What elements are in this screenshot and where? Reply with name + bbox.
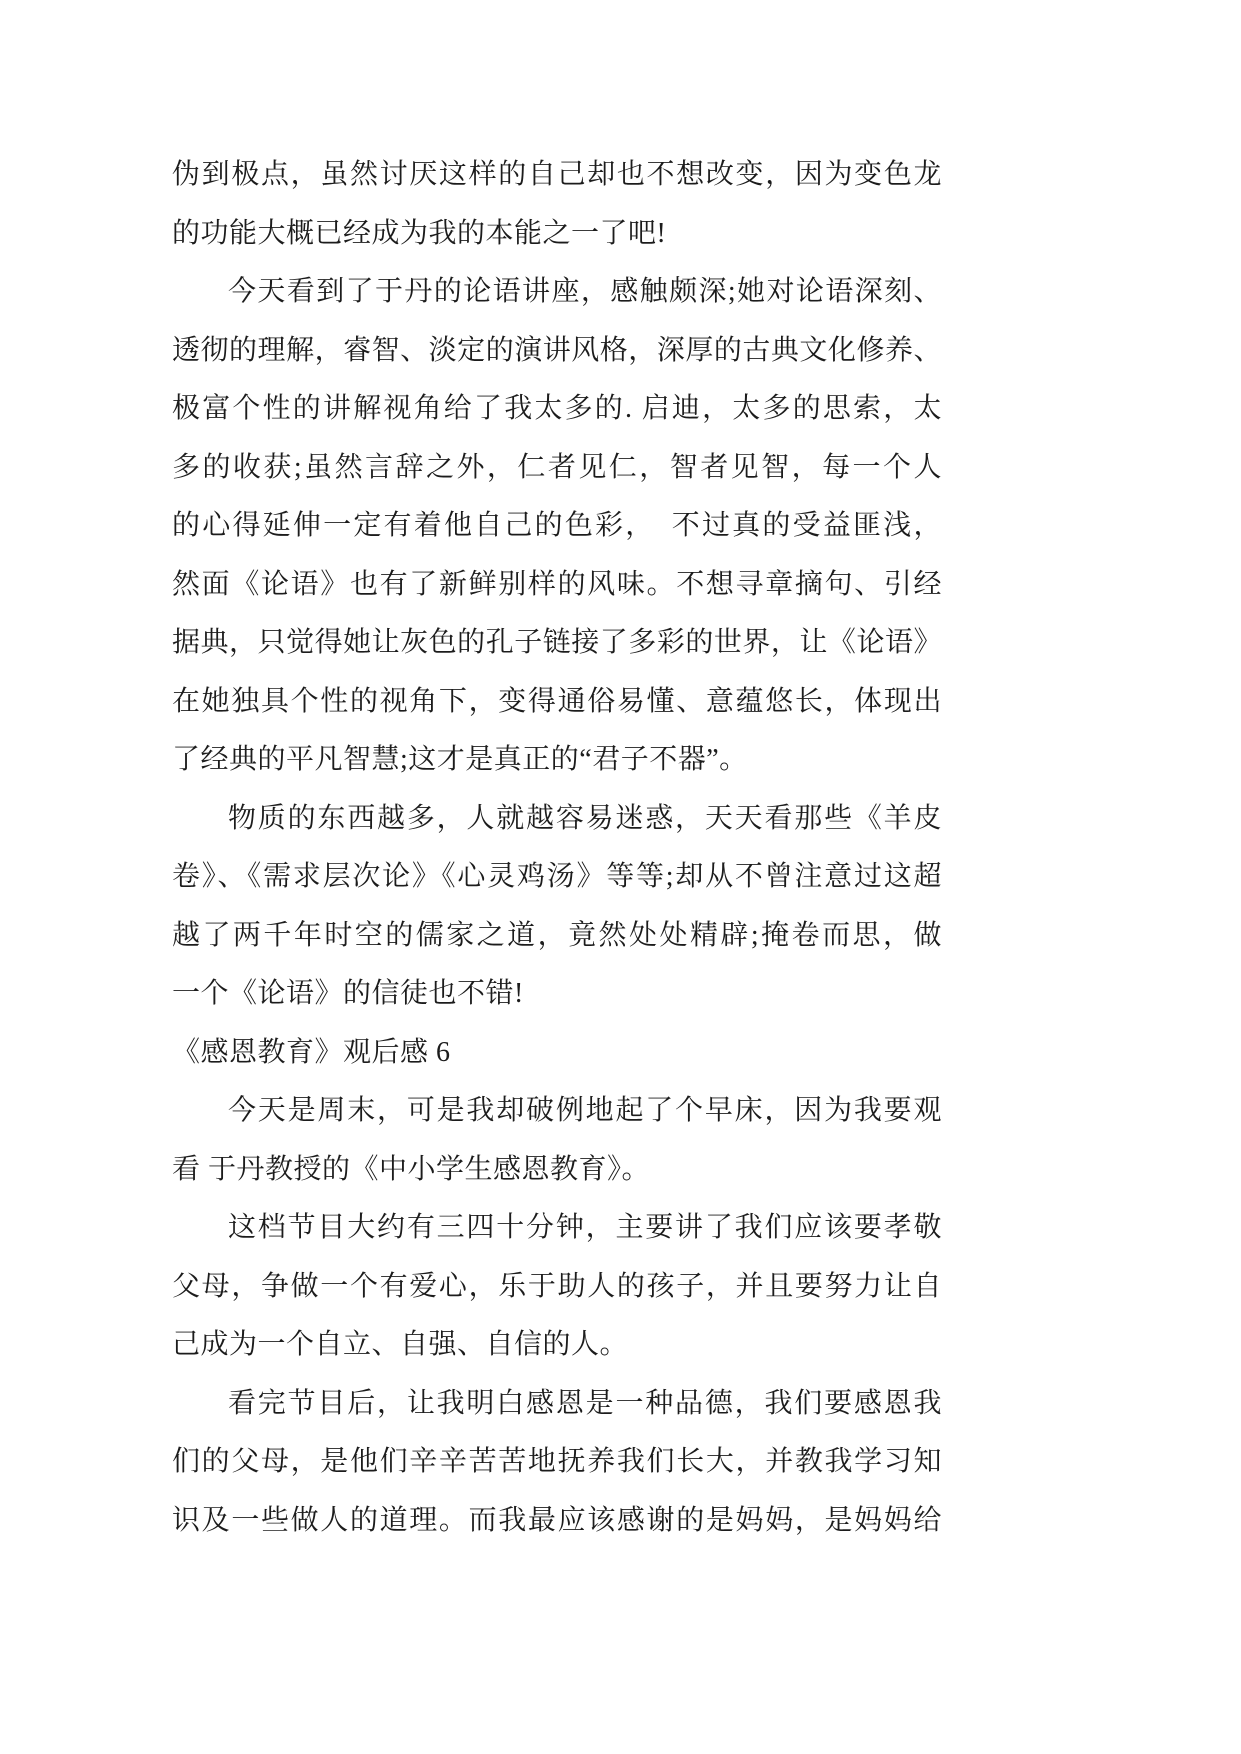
text-area xyxy=(172,146,942,1550)
text-line: 然面《论语》也有了新鲜别样的风味。不想寻章摘句、引经 xyxy=(172,568,942,600)
text-line: 卷》、《需求层次论》《心灵鸡汤》等等;却从不曾注意过这超 xyxy=(172,861,942,892)
text-line: 看 于丹教授的《中小学生感恩教育》。 xyxy=(172,1153,651,1185)
text-line: 多的收获;虽然言辞之外，仁者见仁，智者见智，每一个人 xyxy=(172,451,942,483)
text-line: 伪到极点，虽然讨厌这样的自己却也不想改变，因为变色龙 xyxy=(172,159,942,190)
text-line: 们的父母，是他们辛辛苦苦地抚养我们长大，并教我学习知 xyxy=(172,1446,942,1477)
text-line: 己成为一个自立、自强、自信的人。 xyxy=(172,1329,629,1360)
text-line: 在她独具个性的视角下，变得通俗易懂、意蕴悠长，体现出 xyxy=(172,685,942,717)
text-line: 了经典的平凡智慧;这才是真正的“君子不器”。 xyxy=(172,744,748,775)
text-line: 透彻的理解，睿智、淡定的演讲风格，深厚的古典文化修养、 xyxy=(172,334,942,366)
text-line: 今天看到了于丹的论语讲座，感触颇深;她对论语深刻、 xyxy=(228,276,942,307)
text-line: 的功能大概已经成为我的本能之一了吧! xyxy=(172,217,667,249)
text-line: 父母，争做一个有爱心，乐于助人的孩子，并且要努力让自 xyxy=(172,1270,942,1302)
text-line: 这档节目大约有三四十分钟，主要讲了我们应该要孝敬 xyxy=(228,1212,942,1243)
text-line: 的心得延伸一定有着他自己的色彩， 不过真的受益匪浅， xyxy=(172,510,942,541)
text-line: 一个《论语》的信徒也不错! xyxy=(172,978,524,1009)
text-line: 极富个性的讲解视角给了我太多的. 启迪，太多的思索，太 xyxy=(172,393,942,424)
text-line: 越了两千年时空的儒家之道，竟然处处精辟;掩卷而思，做 xyxy=(172,919,942,951)
text-line: 识及一些做人的道理。而我最应该感谢的是妈妈，是妈妈给 xyxy=(172,1504,942,1536)
text-line: 据典，只觉得她让灰色的孔子链接了多彩的世界，让《论语》 xyxy=(172,627,942,658)
section-heading: 《感恩教育》观后感 6 xyxy=(172,1036,451,1068)
text-line: 今天是周末，可是我却破例地起了个早床，因为我要观 xyxy=(228,1095,942,1126)
text-line: 看完节目后，让我明白感恩是一种品德，我们要感恩我 xyxy=(228,1387,942,1419)
text-line: 物质的东西越多，人就越容易迷惑，天天看那些《羊皮 xyxy=(228,802,942,834)
